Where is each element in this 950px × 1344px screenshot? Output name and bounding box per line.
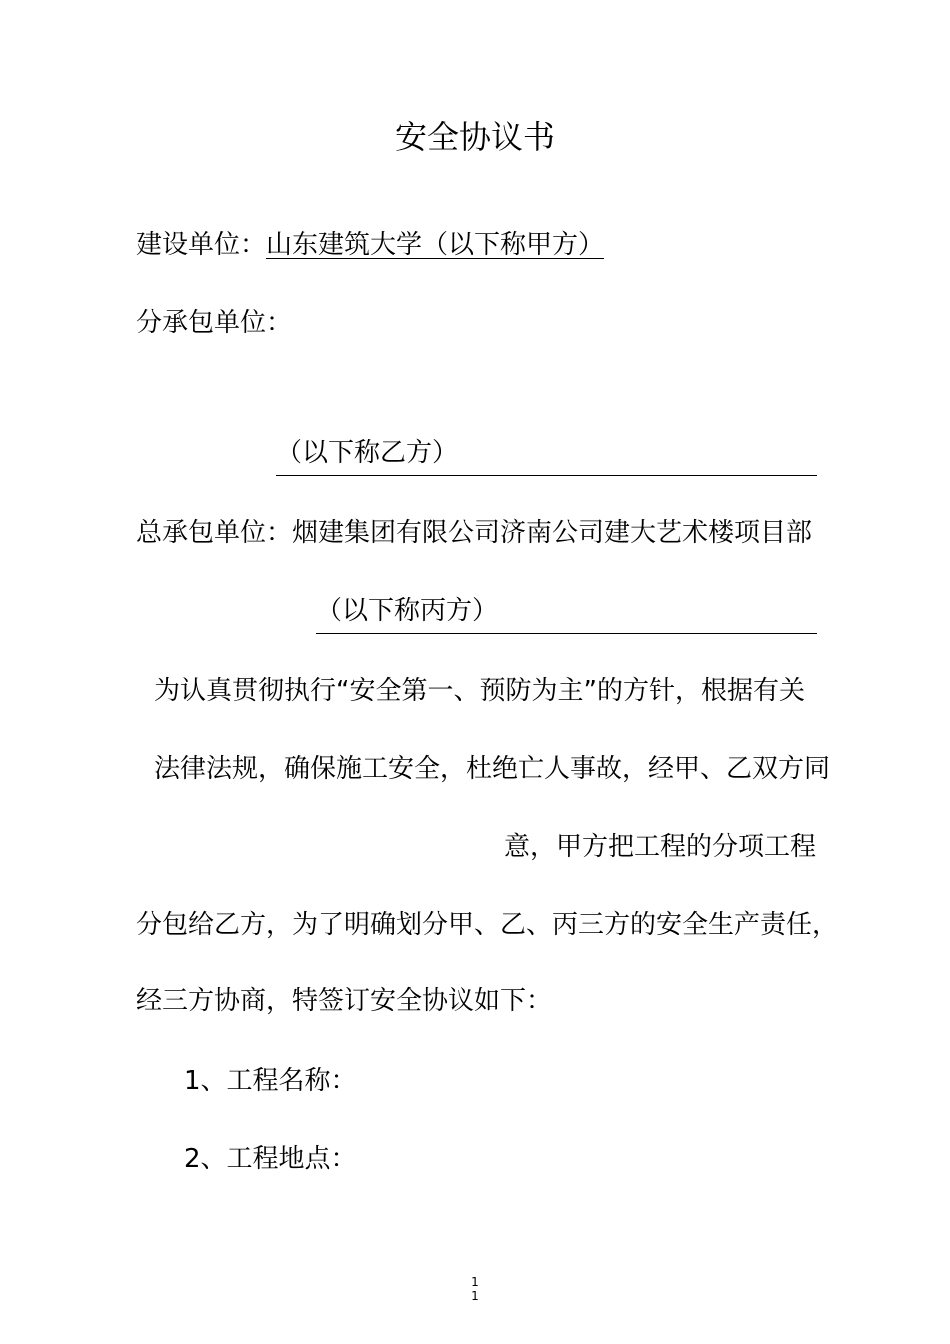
subcontractor-alias: （以下称乙方） xyxy=(276,438,459,468)
body-line-2: 法律法规，确保施工安全，杜绝亡人事故，经甲、乙双方同 xyxy=(154,754,831,784)
general-contractor-underline xyxy=(316,633,817,634)
subcontractor-underline xyxy=(276,475,817,476)
page-number-bottom: 1 xyxy=(471,1289,479,1303)
body-line-4: 分包给乙方，为了明确划分甲、乙、丙三方的安全生产责任， xyxy=(136,910,839,940)
general-contractor-row xyxy=(136,516,812,550)
construction-unit-row xyxy=(136,228,604,262)
body-line-1: 为认真贯彻执行“安全第一、预防为主”的方针，根据有关 xyxy=(154,676,805,706)
construction-unit-label: 建设单位： xyxy=(136,230,267,260)
body-line-3: 意，甲方把工程的分项工程 xyxy=(503,832,816,862)
body-line-5: 经三方协商，特签订安全协议如下： xyxy=(136,986,553,1016)
document-title: 安全协议书 xyxy=(394,118,555,156)
page-number-top: 1 xyxy=(471,1275,479,1289)
general-contractor-label: 总承包单位： xyxy=(136,518,293,548)
general-contractor-value: 烟建集团有限公司济南公司建大艺术楼项目部 xyxy=(292,518,813,548)
general-contractor-alias: （以下称丙方） xyxy=(316,596,499,626)
item-project-name: 1、工程名称： xyxy=(184,1066,357,1096)
subcontractor-label: 分承包单位： xyxy=(136,308,293,338)
item-project-location: 2、工程地点： xyxy=(184,1144,357,1174)
construction-unit-value: 山东建筑大学（以下称甲方） xyxy=(266,230,605,260)
